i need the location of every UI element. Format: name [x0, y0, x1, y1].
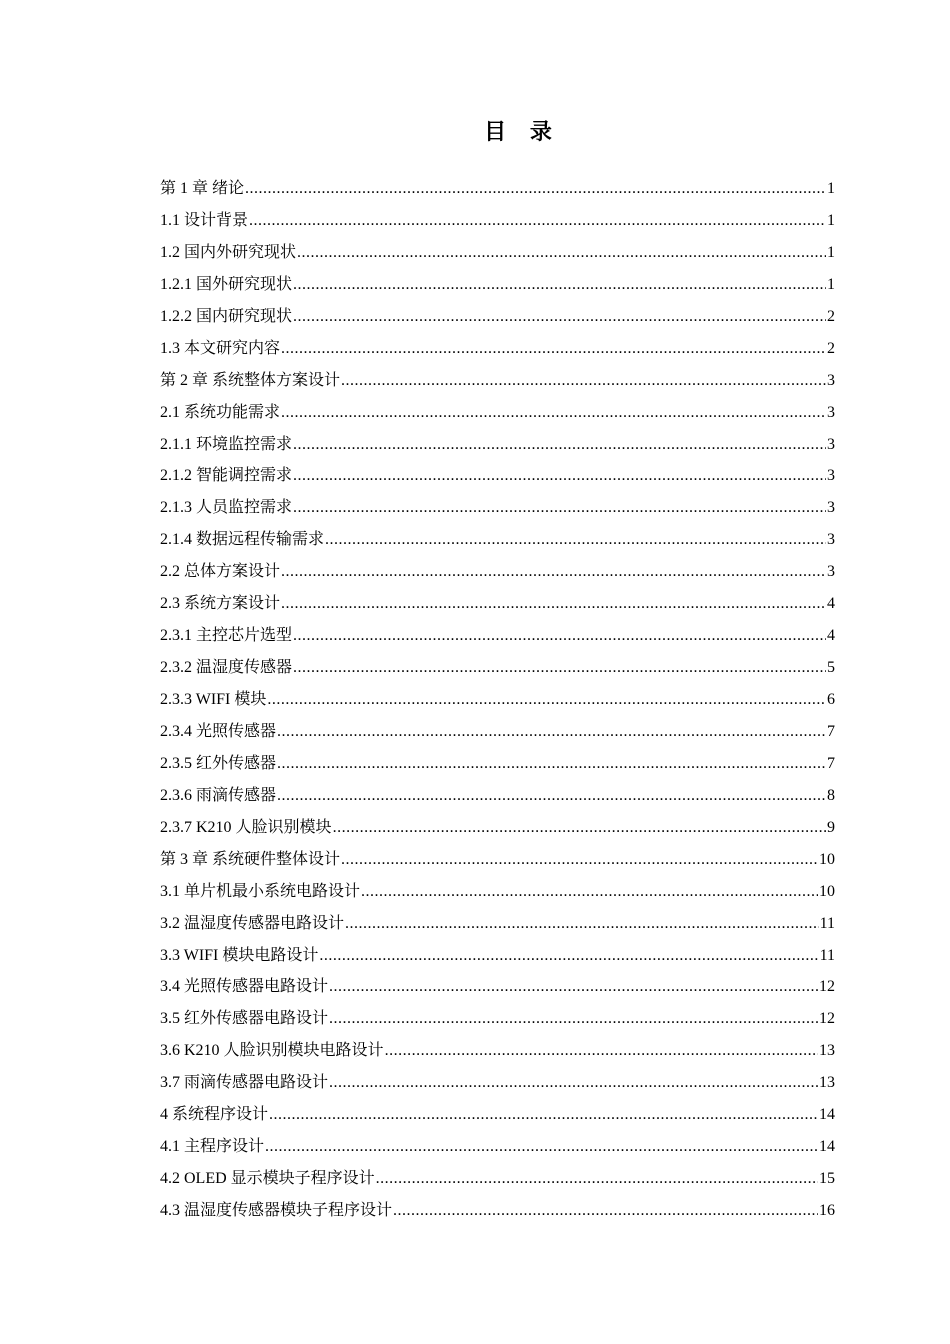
toc-entry[interactable]: [160, 460, 835, 492]
toc-entry[interactable]: [160, 620, 835, 652]
toc-entry-label: 1.2.1 国外研究现状: [160, 275, 293, 293]
toc-dot-leader: [281, 556, 826, 588]
toc-entry-label: 2.1 系统功能需求: [160, 403, 281, 421]
toc-entry-label: 1.2.2 国内研究现状: [160, 307, 293, 325]
toc-dot-leader: [345, 908, 819, 940]
toc-entry-page-number: 3: [827, 531, 835, 549]
toc-dot-leader: [341, 365, 826, 397]
toc-dot-leader: [293, 429, 826, 461]
toc-dot-leader: [341, 844, 818, 876]
toc-entry[interactable]: [160, 524, 835, 556]
toc-entry-page-number: 3: [827, 499, 835, 517]
toc-entry[interactable]: [160, 1195, 835, 1227]
toc-dot-leader: [269, 1099, 818, 1131]
toc-entry-label: 2.1.2 智能调控需求: [160, 467, 293, 485]
toc-dot-leader: [329, 971, 818, 1003]
toc-entry-label: 4 系统程序设计: [160, 1106, 269, 1124]
toc-entry-page-number: 16: [819, 1202, 835, 1219]
toc-entry-page-number: 1: [827, 275, 835, 293]
toc-entry-page-number: 2: [827, 307, 835, 325]
toc-dot-leader: [281, 333, 826, 365]
toc-entry[interactable]: [160, 1067, 835, 1099]
toc-entry-label: 4.3 温湿度传感器模块子程序设计: [160, 1202, 393, 1219]
toc-entry-page-number: 12: [819, 1010, 835, 1028]
toc-entry[interactable]: [160, 748, 835, 780]
toc-entry-label: 2.3.4 光照传感器: [160, 722, 277, 740]
toc-entry-page-number: 2: [827, 339, 835, 357]
toc-entry-page-number: 3: [827, 435, 835, 453]
toc-entry-label: 2.1.4 数据远程传输需求: [160, 531, 325, 549]
toc-entry[interactable]: [160, 365, 835, 397]
toc-entry[interactable]: [160, 173, 835, 205]
toc-entry-label: 2.1.1 环境监控需求: [160, 435, 293, 453]
toc-dot-leader: [267, 684, 826, 716]
toc-entry-page-number: 4: [827, 627, 835, 645]
toc-dot-leader: [297, 237, 826, 269]
toc-entry[interactable]: [160, 1163, 835, 1195]
toc-entry-page-number: 10: [819, 882, 835, 900]
toc-entry-label: 1.3 本文研究内容: [160, 339, 281, 357]
toc-dot-leader: [293, 269, 826, 301]
toc-entry[interactable]: [160, 716, 835, 748]
toc-entry-label: 1.1 设计背景: [160, 211, 249, 229]
toc-entry-label: 3.3 WIFI 模块电路设计: [160, 946, 319, 964]
toc-dot-leader: [333, 812, 826, 844]
toc-entry[interactable]: [160, 492, 835, 524]
toc-entry-label: 2.3.1 主控芯片选型: [160, 627, 293, 645]
toc-entry[interactable]: [160, 588, 835, 620]
toc-entry[interactable]: [160, 940, 835, 972]
toc-entry-label: 第 3 章 系统硬件整体设计: [160, 850, 341, 868]
toc-entry[interactable]: [160, 652, 835, 684]
toc-entry-page-number: 13: [819, 1042, 835, 1060]
toc-entry-label: 1.2 国内外研究现状: [160, 243, 297, 261]
toc-dot-leader: [293, 460, 826, 492]
toc-entry-label: 3.1 单片机最小系统电路设计: [160, 882, 361, 900]
toc-entry-page-number: 1: [827, 243, 835, 261]
toc-entry[interactable]: [160, 1131, 835, 1163]
toc-entry[interactable]: [160, 301, 835, 333]
toc-entry-page-number: 3: [827, 467, 835, 485]
toc-list: [160, 173, 835, 1227]
toc-entry-page-number: 14: [819, 1138, 835, 1156]
toc-entry[interactable]: [160, 684, 835, 716]
toc-dot-leader: [293, 301, 826, 333]
toc-entry-label: 2.3 系统方案设计: [160, 595, 281, 613]
toc-dot-leader: [293, 620, 826, 652]
toc-dot-leader: [245, 173, 826, 205]
toc-dot-leader: [277, 716, 826, 748]
toc-entry-page-number: 11: [819, 946, 835, 964]
toc-entry-label: 2.1.3 人员监控需求: [160, 499, 293, 517]
toc-dot-leader: [281, 588, 826, 620]
toc-dot-leader: [249, 205, 826, 237]
toc-entry-page-number: 11: [819, 914, 835, 932]
toc-dot-leader: [393, 1195, 818, 1227]
toc-entry-page-number: 3: [827, 403, 835, 421]
toc-entry[interactable]: [160, 1003, 835, 1035]
toc-entry-page-number: 6: [827, 691, 835, 708]
toc-entry-label: 3.4 光照传感器电路设计: [160, 978, 329, 996]
toc-dot-leader: [277, 748, 826, 780]
toc-entry-label: 2.3.5 红外传感器: [160, 754, 277, 772]
toc-entry-page-number: 1: [827, 180, 835, 197]
toc-entry-page-number: 12: [819, 978, 835, 996]
toc-entry-page-number: 10: [819, 850, 835, 868]
toc-entry-page-number: 7: [827, 722, 835, 740]
toc-entry-page-number: 15: [819, 1170, 835, 1188]
toc-entry-label: 2.2 总体方案设计: [160, 563, 281, 581]
toc-dot-leader: [329, 1067, 818, 1099]
toc-dot-leader: [319, 940, 818, 972]
toc-entry[interactable]: [160, 397, 835, 429]
toc-entry-label: 2.3.3 WIFI 模块: [160, 691, 267, 708]
toc-entry-page-number: 4: [827, 595, 835, 613]
toc-title: 目 录: [484, 120, 560, 145]
toc-entry-page-number: 7: [827, 754, 835, 772]
toc-dot-leader: [361, 876, 818, 908]
toc-entry[interactable]: [160, 908, 835, 940]
toc-entry-page-number: 14: [819, 1106, 835, 1124]
toc-entry-page-number: 3: [827, 563, 835, 581]
toc-entry-label: 4.1 主程序设计: [160, 1138, 265, 1156]
toc-entry[interactable]: [160, 1035, 835, 1067]
toc-dot-leader: [281, 397, 826, 429]
toc-entry-page-number: 3: [827, 371, 835, 389]
toc-entry[interactable]: [160, 876, 835, 908]
toc-entry[interactable]: [160, 205, 835, 237]
toc-entry[interactable]: [160, 237, 835, 269]
toc-entry-label: 3.7 雨滴传感器电路设计: [160, 1074, 329, 1092]
toc-dot-leader: [376, 1163, 818, 1195]
toc-entry[interactable]: [160, 971, 835, 1003]
toc-entry[interactable]: [160, 780, 835, 812]
toc-entry-label: 2.3.2 温湿度传感器: [160, 659, 293, 677]
toc-entry-label: 3.5 红外传感器电路设计: [160, 1010, 329, 1028]
toc-dot-leader: [325, 524, 826, 556]
toc-dot-leader: [293, 492, 826, 524]
toc-entry[interactable]: [160, 429, 835, 461]
toc-dot-leader: [265, 1131, 818, 1163]
toc-entry[interactable]: [160, 844, 835, 876]
toc-entry-page-number: 5: [827, 659, 835, 677]
toc-entry[interactable]: [160, 812, 835, 844]
toc-entry-label: 2.3.7 K210 人脸识别模块: [160, 818, 332, 836]
toc-entry[interactable]: [160, 556, 835, 588]
toc-entry[interactable]: [160, 1099, 835, 1131]
toc-entry[interactable]: [160, 333, 835, 365]
toc-entry-page-number: 1: [827, 211, 835, 229]
toc-dot-leader: [293, 652, 826, 684]
toc-entry-label: 3.2 温湿度传感器电路设计: [160, 914, 345, 932]
toc-entry-page-number: 8: [827, 786, 835, 804]
toc-entry[interactable]: [160, 269, 835, 301]
toc-entry-label: 第 2 章 系统整体方案设计: [160, 371, 341, 389]
toc-dot-leader: [329, 1003, 818, 1035]
toc-dot-leader: [277, 780, 826, 812]
toc-dot-leader: [385, 1035, 818, 1067]
toc-entry-label: 第 1 章 绪论: [160, 180, 245, 197]
toc-entry-page-number: 9: [827, 818, 835, 836]
toc-entry-page-number: 13: [819, 1074, 835, 1092]
toc-entry-label: 4.2 OLED 显示模块子程序设计: [160, 1170, 375, 1188]
toc-entry-label: 2.3.6 雨滴传感器: [160, 786, 277, 804]
toc-entry-label: 3.6 K210 人脸识别模块电路设计: [160, 1042, 384, 1060]
